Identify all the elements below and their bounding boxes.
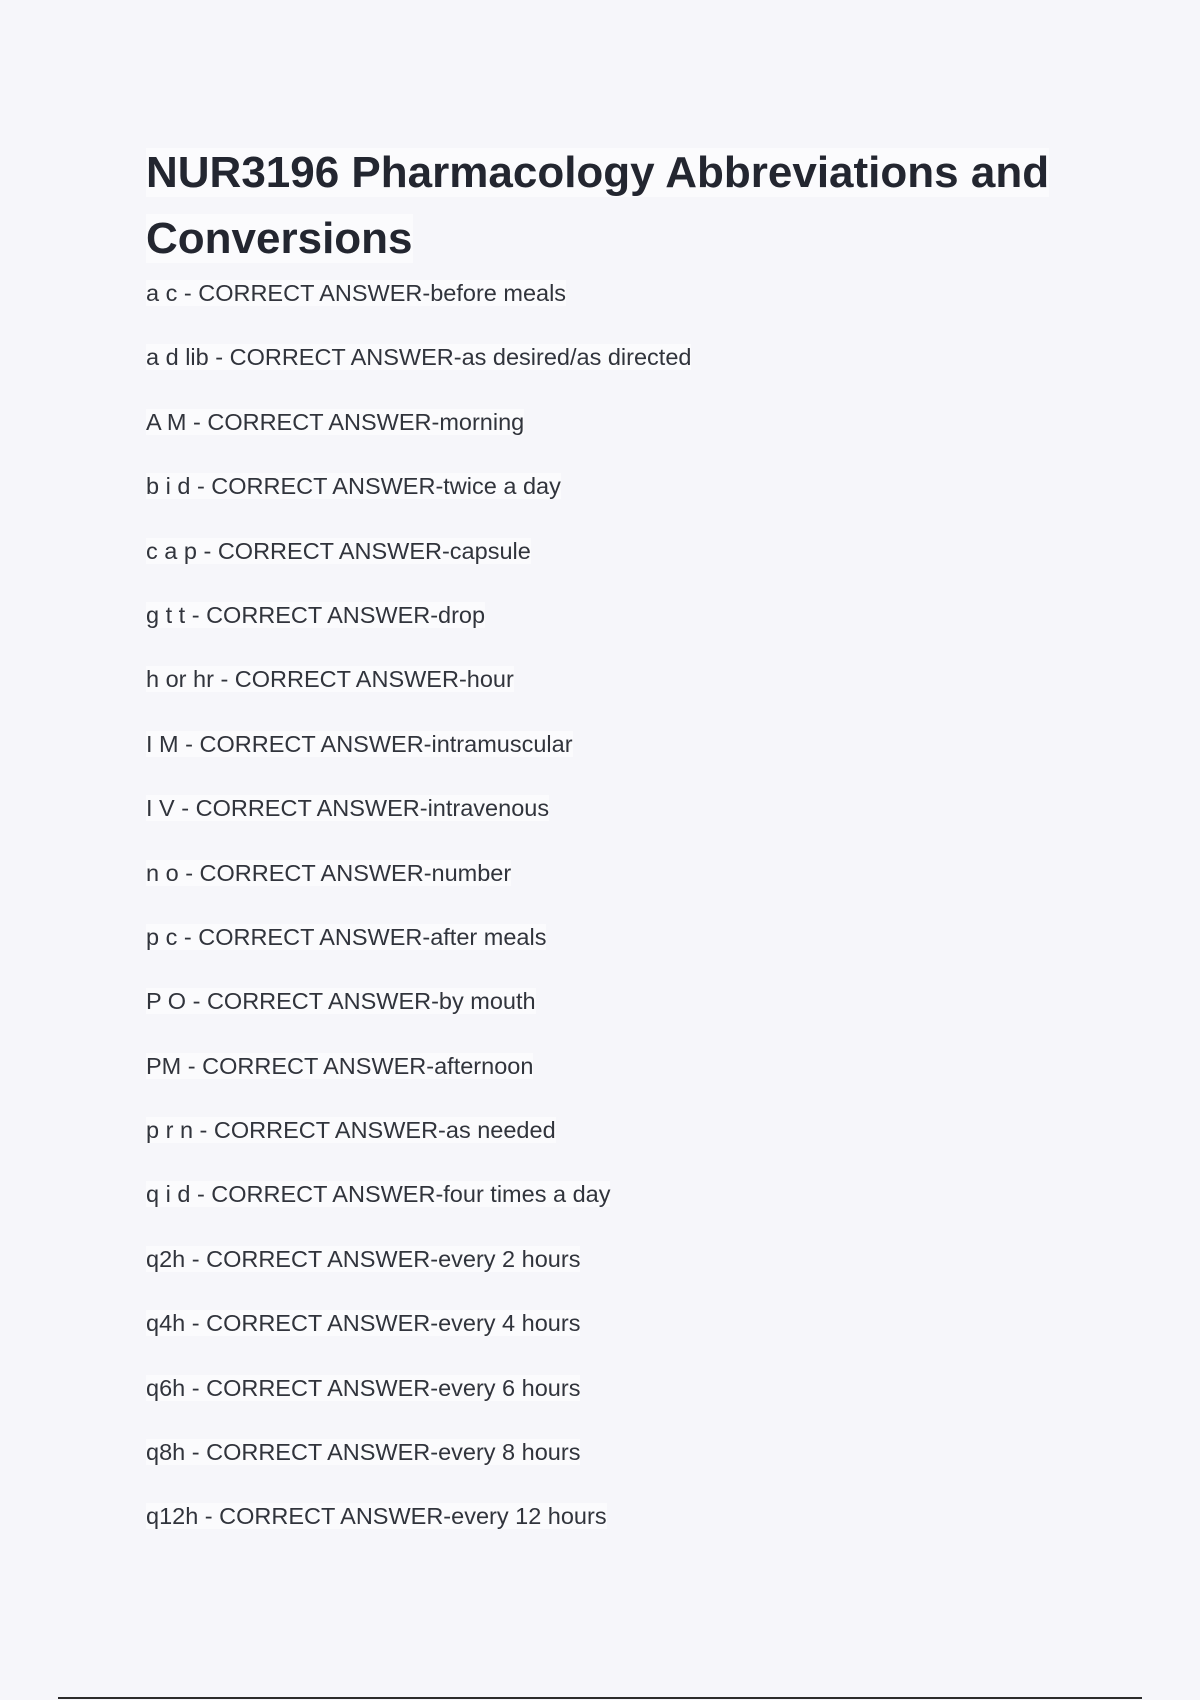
entry-text: P O - CORRECT ANSWER-by mouth bbox=[146, 988, 536, 1015]
entry-text: h or hr - CORRECT ANSWER-hour bbox=[146, 666, 514, 693]
entry-text: q12h - CORRECT ANSWER-every 12 hours bbox=[146, 1503, 607, 1530]
entry-text: q6h - CORRECT ANSWER-every 6 hours bbox=[146, 1374, 581, 1401]
list-item bbox=[146, 1114, 691, 1178]
entry-text: c a p - CORRECT ANSWER-capsule bbox=[146, 537, 531, 564]
entry-text: p c - CORRECT ANSWER-after meals bbox=[146, 923, 547, 950]
entry-text: I M - CORRECT ANSWER-intramuscular bbox=[146, 730, 573, 757]
list-item bbox=[146, 1500, 691, 1564]
list-item bbox=[146, 985, 691, 1049]
entry-text: I V - CORRECT ANSWER-intravenous bbox=[146, 795, 550, 822]
entry-text: g t t - CORRECT ANSWER-drop bbox=[146, 601, 486, 628]
entry-text: q8h - CORRECT ANSWER-every 8 hours bbox=[146, 1439, 581, 1466]
list-item bbox=[146, 663, 691, 727]
entry-text: q2h - CORRECT ANSWER-every 2 hours bbox=[146, 1245, 581, 1272]
entry-text: q i d - CORRECT ANSWER-four times a day bbox=[146, 1181, 611, 1208]
list-item bbox=[146, 728, 691, 792]
list-item bbox=[146, 1372, 691, 1436]
entry-text: p r n - CORRECT ANSWER-as needed bbox=[146, 1117, 556, 1144]
entry-text: q4h - CORRECT ANSWER-every 4 hours bbox=[146, 1310, 581, 1337]
entry-text: A M - CORRECT ANSWER-morning bbox=[146, 408, 525, 435]
list-item bbox=[146, 406, 691, 470]
footer-divider bbox=[58, 1697, 1142, 1699]
list-item bbox=[146, 470, 691, 534]
entry-text: PM - CORRECT ANSWER-afternoon bbox=[146, 1052, 534, 1079]
list-item bbox=[146, 599, 691, 663]
list-item bbox=[146, 1178, 691, 1242]
list-item bbox=[146, 341, 691, 405]
document-title-text: NUR3196 Pharmacology Abbreviations and Conversions bbox=[146, 148, 1050, 263]
list-item bbox=[146, 1436, 691, 1500]
entry-text: a d lib - CORRECT ANSWER-as desired/as directed bbox=[146, 344, 692, 371]
list-item bbox=[146, 277, 691, 341]
list-item bbox=[146, 535, 691, 599]
list-item bbox=[146, 857, 691, 921]
entry-text: n o - CORRECT ANSWER-number bbox=[146, 859, 512, 886]
abbreviation-list bbox=[146, 277, 691, 1565]
document-title bbox=[146, 140, 1126, 272]
list-item bbox=[146, 1243, 691, 1307]
list-item bbox=[146, 792, 691, 856]
list-item bbox=[146, 1307, 691, 1371]
entry-text: b i d - CORRECT ANSWER-twice a day bbox=[146, 473, 561, 500]
list-item bbox=[146, 1050, 691, 1114]
list-item bbox=[146, 921, 691, 985]
entry-text: a c - CORRECT ANSWER-before meals bbox=[146, 280, 567, 306]
